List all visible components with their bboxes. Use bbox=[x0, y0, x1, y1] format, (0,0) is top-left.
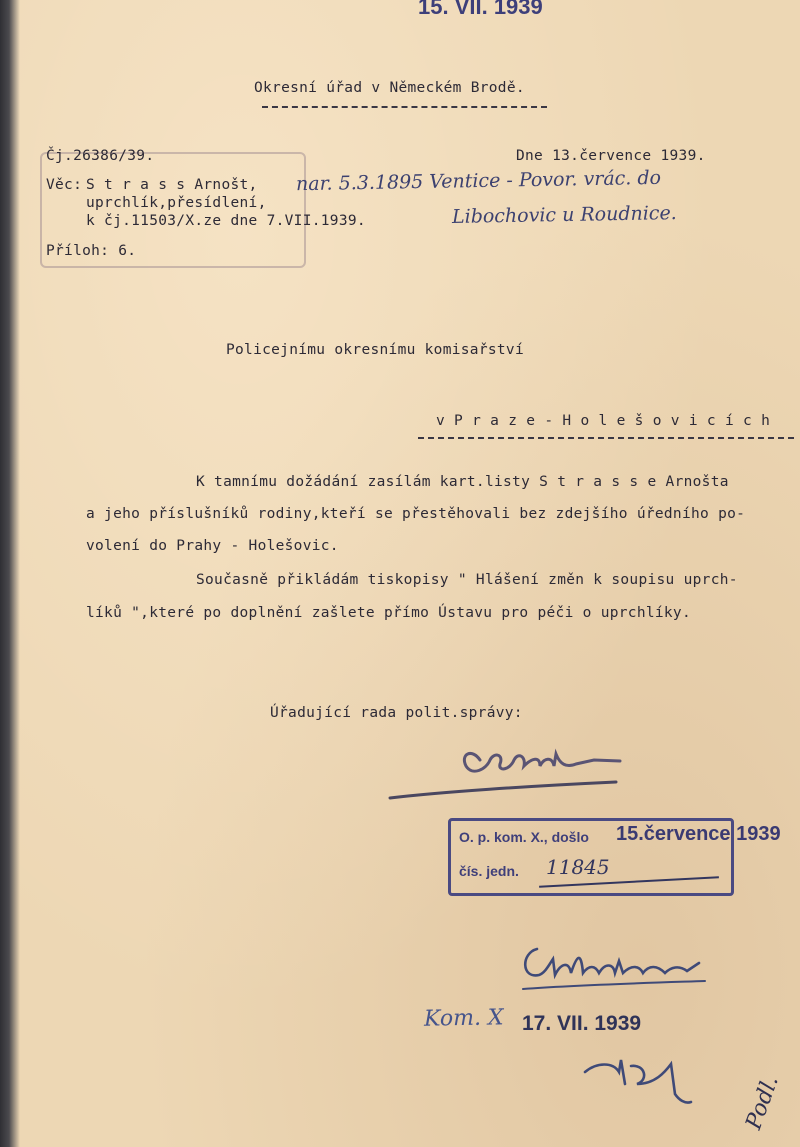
kom-date: 17. VII. 1939 bbox=[522, 1012, 642, 1035]
subject-line-3: k čj.11503/X.ze dne 7.VII.1939. bbox=[86, 213, 366, 229]
body-paragraph-1-line-1: K tamnímu dožádání zasílám kart.listy S t r a s s e Arnošta bbox=[196, 474, 729, 490]
letter-date: Dne 13.července 1939. bbox=[516, 148, 706, 164]
top-date-stamp: 15. VII. 1939 bbox=[418, 0, 543, 19]
body-paragraph-1-line-3: volení do Prahy - Holešovic. bbox=[86, 538, 339, 554]
body-paragraph-2-line-2: líků ",které po doplnění zašlete přímo Ústavu pro péči o uprchlíky. bbox=[86, 605, 691, 621]
registry-stamp-number: 11845 bbox=[546, 855, 610, 879]
addressee-underline bbox=[418, 437, 794, 439]
scan-edge-shadow bbox=[0, 0, 20, 1147]
registry-stamp-date: 15.července 1939 bbox=[616, 823, 781, 845]
subject-name: S t r a s s Arnošt, bbox=[86, 177, 258, 193]
header-underline bbox=[262, 106, 547, 108]
handwritten-note-line-1: nar. 5.3.1895 Ventice - Povor. vrác. do bbox=[295, 166, 662, 196]
subject-label: Věc: bbox=[46, 177, 83, 193]
subject-line-2: uprchlík,přesídlení, bbox=[86, 195, 267, 211]
registry-stamp-number-label: čís. jedn. bbox=[459, 863, 519, 879]
kom-label: Kom. X bbox=[423, 1005, 504, 1032]
body-paragraph-2-line-1: Současně přikládám tiskopisy " Hlášení změn k soupisu uprch- bbox=[196, 572, 738, 588]
attachments-count: Příloh: 6. bbox=[46, 243, 137, 259]
registry-stamp bbox=[448, 818, 781, 896]
addressee-line-2: v P r a z e - H o l e š o v i c í c h bbox=[436, 413, 771, 429]
corner-note: Podl. bbox=[741, 1072, 784, 1133]
addressee-line-1: Policejnímu okresnímu komisařství bbox=[226, 342, 524, 358]
signature-scribble bbox=[380, 730, 640, 805]
office-header: Okresní úřad v Německém Brodě. bbox=[254, 80, 525, 96]
handwritten-note-line-2: Libochovic u Roudnice. bbox=[451, 202, 677, 228]
reference-number: Čj.26386/39. bbox=[46, 148, 155, 164]
signoff-title: Úřadující rada polit.správy: bbox=[270, 705, 523, 721]
second-signature bbox=[515, 935, 715, 995]
initials-scribble bbox=[575, 1050, 705, 1115]
registry-stamp-office: O. p. kom. X., došlo bbox=[459, 829, 589, 845]
body-paragraph-1-line-2: a jeho příslušníků rodiny,kteří se přestěhovali bez zdejšího úředního po- bbox=[86, 506, 746, 522]
